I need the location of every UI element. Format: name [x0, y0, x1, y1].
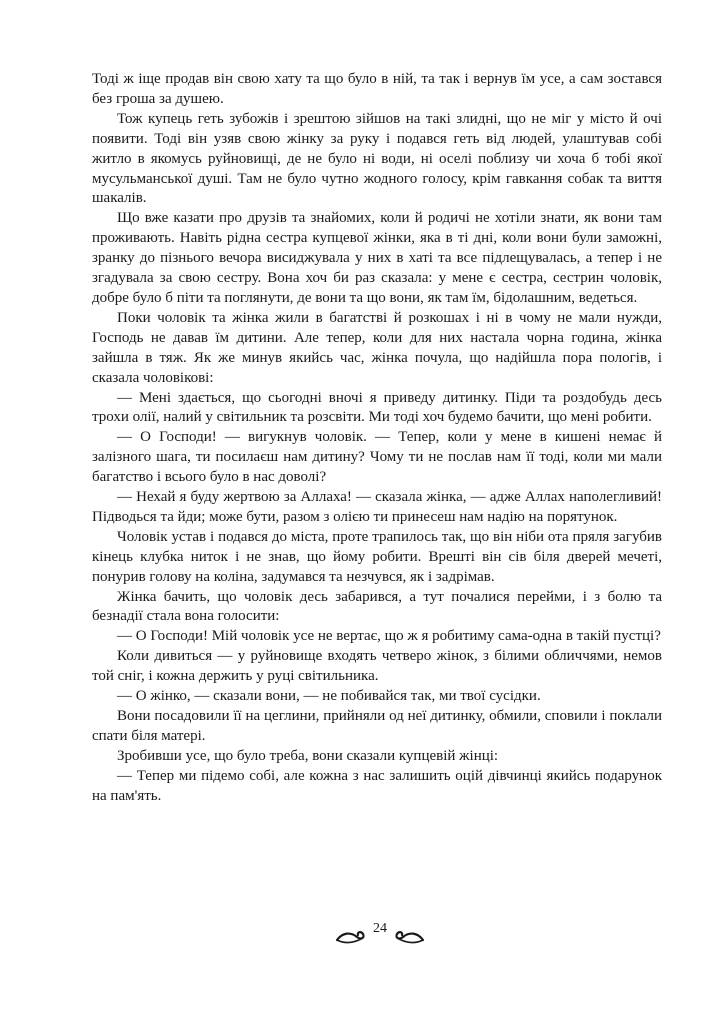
paragraph-2: Тож купець геть зубожів і зрештою зійшов на такі злидні, що не міг у місто й очі появити. Тоді він узяв свою жінку за руку і подався геть від людей, улаштував собі житло в якомусь руйновищі, де не було ні води, ні оселі поблизу чи хоча б тобі якої мусульманської душі. Там не було чутно жодного голосу, крім гавкання собак та виття шакалів.: [92, 110, 662, 207]
paragraph-14: Зробивши усе, що було треба, вони сказали купцевій жінці:: [117, 747, 499, 764]
paragraph-8: Чоловік устав і подався до міста, проте трапилось так, що він ніби ота пряля загубив кінець клубка ниток і не знав, що йому робити. Врешті він сів біля дверей мечеті, понурив голову на коліна, задумався та незчувся, як і задрімав.: [92, 528, 662, 585]
page-number: 24: [373, 921, 387, 936]
paragraph-1: Тоді ж іще продав він свою хату та що було в ній, та так і вернув їм усе, а сам зостався без гроша за душею.: [92, 71, 662, 107]
paragraph-9: Жінка бачить, що чоловік десь забарився, а тут почалися перейми, і з болю та безнадії стала вона голосити:: [92, 588, 662, 625]
paragraph-12: — О жінко, — сказали вони, — не побивайся так, ми твої сусідки.: [117, 688, 541, 705]
paragraph-4: Поки чоловік та жінка жили в багатстві й розкошах і ні в чому не мали нужди, Господь не давав їм дитини. Але тепер, коли для них настала чорна година, жінка зайшла в тяж. Як же минув якийсь час, жінка почула, що надійшла пора пологів, і сказала чоловікові:: [92, 309, 662, 386]
paragraph-6: — О Господи! — вигукнув чоловік. — Тепер, коли у мене в кишені немає й залізного шага, ти посилаєш нам дитину? Чому ти не послав нам її тоді, коли ми мали багатство і всього було в нас доволі?: [92, 429, 662, 486]
page-text-body: [92, 70, 662, 807]
page-footer: [0, 918, 721, 952]
paragraph-7: — Нехай я буду жертвою за Аллаха! — сказала жінка, — адже Аллах наполегливий! Підводься та йди; може бути, разом з олією ти принесеш нам надію на порятунок.: [92, 489, 662, 525]
paragraph-15: — Тепер ми підемо собі, але кожна з нас залишить оцій дівчинці якийсь подарунок на пам'ять.: [92, 767, 662, 804]
paragraph-3: Що вже казати про друзів та знайомих, коли й родичі не хотіли знати, як вони там проживають. Навіть рідна сестра купцевої жінки, яка в ті дні, коли вони були заможні, зранку до пізнього вечора висиджувала у них в хаті та все підлещувалась, а тепер і не згадувала за свою сестру. Вона хоч би раз сказала: у мене є сестра, сестрин чоловік, добре було б піти та поглянути, де вони та що вони, як там їм, бідолашним, ведеться.: [92, 210, 662, 306]
paragraph-13: Вони посадовили її на цеглини, прийняли од неї дитинку, обмили, сповили і поклали спати біля матері.: [92, 708, 662, 744]
paragraph-11: Коли дивиться — у руйновище входять четверо жінок, з білими обличчями, немов той сніг, і кожна держить у руці світильника.: [92, 648, 662, 685]
paragraph-5: — Мені здається, що сьогодні вночі я приведу дитинку. Піди та роздобудь десь трохи олії, налий у світильник та розсвіти. Ми тоді хоч будемо бачити, що мені робити.: [92, 389, 662, 426]
paragraph-10: — О Господи! Мій чоловік усе не вертає, що ж я робитиму сама-одна в такій пустці?: [117, 628, 661, 645]
